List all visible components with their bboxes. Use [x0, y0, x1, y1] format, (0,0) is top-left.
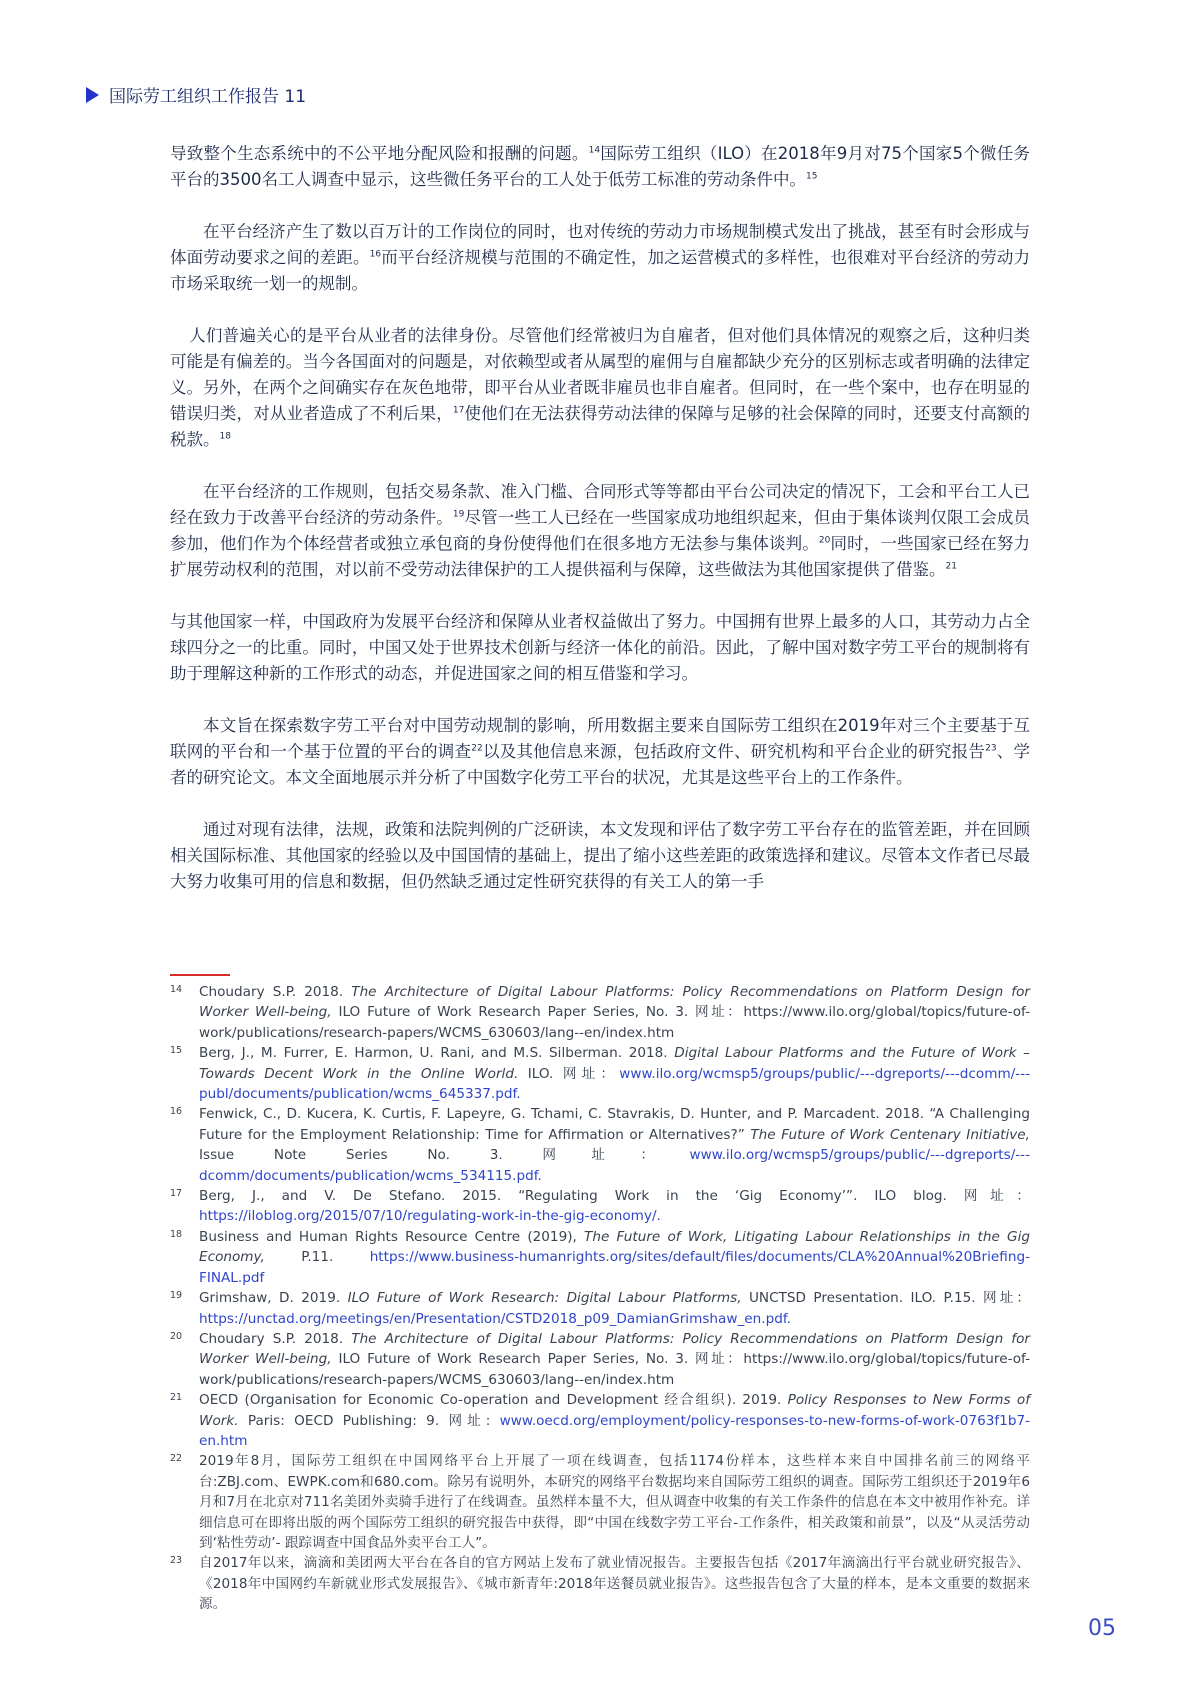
- footnote-14: 14 Choudary S.P. 2018. The Architecture of Digital Labour Platforms: Policy Recommendations on Platform Design for Worker Well-being, ILO Future of Work Research Paper Series, No. 3. 网址：https://www.ilo.org/global/topics/future-of-work/publications/research-papers/WCMS_630603/lang--en/index.htm: [170, 984, 1030, 1041]
- paragraph-5: 与其他国家一样，中国政府为发展平台经济和保障从业者权益做出了努力。中国拥有世界上最多的人口，其劳动力占全球四分之一的比重。同时，中国又处于世界技术创新与经济一体化的前沿。因此，了解中国对数字劳工平台的规制将有助于理解这种新的工作形式的动态，并促进国家之间的相互借鉴和学习。: [170, 612, 1030, 683]
- footnote-link[interactable]: www.ilo.org/wcmsp5/groups/public/---dgreports/---dcomm/documents/publication/wcms_534115.pdf.: [199, 1147, 1030, 1184]
- paragraph-6: 本文旨在探索数字劳工平台对中国劳动规制的影响，所用数据主要来自国际劳工组织在2019年对三个主要基于互联网的平台和一个基于位置的平台的调查$^{22}$以及其他信息来源，包括政府文件、研究机构和平台企业的研究报告$^{23}$、学者的研究论文。本文全面地展示并分析了中国数字化劳工平台的状况，尤其是这些平台上的工作条件。: [170, 716, 1031, 787]
- main-body: [170, 141, 1030, 921]
- paragraph-7: 通过对现有法律，法规，政策和法院判例的广泛研读，本文发现和评估了数字劳工平台存在的监管差距，并在回顾相关国际标准、其他国家的经验以及中国国情的基础上，提出了缩小这些差距的政策选择和建议。尽管本文作者已尽最大努力收集可用的信息和数据，但仍然缺乏通过定性研究获得的有关工人的第一手: [170, 820, 1030, 891]
- footnote-22: 22 2019年8月，国际劳工组织在中国网络平台上开展了一项在线调查，包括1174份样本，这些样本来自中国排名前三的网络平台:ZBJ.com、EWPK.com和680.com。除另有说明外，本研究的网络平台数据均来自国际劳工组织的调查。国际劳工组织还于2019年6月和7月在北京对711名美团外卖骑手进行了在线调查。虽然样本量不大，但从调查中收集的有关工作条件的信息在本文中被用作补充。详细信息可在即将出版的两个国际劳工组织的研究报告中获得，即“中国在线数字劳工平台-工作条件，相关政策和前景”，以及“从灵活劳动到‘粘性劳动’- 跟踪调查中国食品外卖平台工人”。: [170, 1453, 1030, 1551]
- header-title: 国际劳工组织工作报告 11: [109, 87, 307, 107]
- page-number: 05: [1088, 1616, 1116, 1641]
- footnote-20: 20 Choudary S.P. 2018. The Architecture of Digital Labour Platforms: Policy Recommendations on Platform Design for Worker Well-being, ILO Future of Work Research Paper Series, No. 3. 网址：https://www.ilo.org/global/topics/future-of-work/publications/research-papers/WCMS_630603/lang--en/index.htm: [170, 1330, 1030, 1388]
- paragraph-1: 导致整个生态系统中的不公平地分配风险和报酬的问题。$^{14}$国际劳工组织（ILO）在2018年9月对75个国家5个微任务平台的3500名工人调查中显示，这些微任务平台的工人处于低劳工标准的劳动条件中。$^{15}$: [170, 144, 1030, 189]
- running-header: [86, 82, 306, 107]
- footnote-23: 23 自2017年以来，滴滴和美团两大平台在各自的官方网站上发布了就业情况报告。主要报告包括《2017年滴滴出行平台就业研究报告》、《2018年中国网约车新就业形式发展报告》、《城市新青年:2018年送餐员就业报告》。这些报告包含了大量的样本，是本文重要的数据来源。: [170, 1555, 1030, 1613]
- footnote-link[interactable]: www.oecd.org/employment/policy-responses-to-new-forms-of-work-0763f1b7-en.htm: [199, 1412, 1030, 1449]
- paragraph-2: 在平台经济产生了数以百万计的工作岗位的同时，也对传统的劳动力市场规制模式发出了挑战，甚至有时会形成与体面劳动要求之间的差距。$^{16}$而平台经济规模与范围的不确定性，加之运营模式的多样性，也很难对平台经济的劳动力市场采取统一划一的规制。: [170, 222, 1031, 293]
- footnote-16: 16 Fenwick, C., D. Kucera, K. Curtis, F. Lapeyre, G. Tchami, C. Stavrakis, D. Hunter, and P. Marcadent. 2018. “A Challenging Future for the Employment Relationship: Time for Affirmation or Alternatives?” The Future of Work Centenary Initiative, Issue Note Series No. 3. 网址：www.ilo.org/wcmsp5/groups/public/---dgreports/---dcomm/documents/publication/wcms_534115.pdf.: [170, 1106, 1030, 1184]
- footnote-link[interactable]: https://unctad.org/meetings/en/Presentation/CSTD2018_p09_DamianGrimshaw_en.pdf.: [199, 1310, 791, 1327]
- footnote-link[interactable]: https://www.business-humanrights.org/sites/default/files/documents/CLA%20Annual%20Briefing-FINAL.pdf: [199, 1249, 1030, 1286]
- footnote-separator: [170, 974, 230, 976]
- paragraph-3: 人们普遍关心的是平台从业者的法律身份。尽管他们经常被归为自雇者，但对他们具体情况的观察之后，这种归类可能是有偏差的。当今各国面对的问题是，对依赖型或者从属型的雇佣与自雇都缺少充分的区别标志或者明确的法律定义。另外，在两个之间确实存在灰色地带，即平台从业者既非雇员也非自雇者。但同时，在一些个案中，也存在明显的错误归类，对从业者造成了不利后果，$^{17}$使他们在无法获得劳动法律的保障与足够的社会保障的同时，还要支付高额的税款。$^{18}$: [170, 326, 1031, 449]
- footnote-15: 15 Berg, J., M. Furrer, E. Harmon, U. Rani, and M.S. Silberman. 2018. Digital Labour Platforms and the Future of Work – Towards Decent Work in the Online World. ILO. 网址：www.ilo.org/wcmsp5/groups/public/---dgreports/---dcomm/---publ/documents/publication/wcms_645337.pdf.: [170, 1045, 1030, 1103]
- footnote-18: 18 Business and Human Rights Resource Centre (2019), The Future of Work, Litigating Labour Relationships in the Gig Economy, P.11. https://www.business-humanrights.org/sites/default/files/documents/CLA%20Annual%20Briefing-FINAL.pdf: [170, 1228, 1030, 1286]
- footnotes: [170, 982, 1030, 1615]
- paragraph-4: 在平台经济的工作规则，包括交易条款、准入门槛、合同形式等等都由平台公司决定的情况下，工会和平台工人已经在致力于改善平台经济的劳动条件。$^{19}$尽管一些工人已经在一些国家成功地组织起来，但由于集体谈判仅限工会成员参加，他们作为个体经营者或独立承包商的身份使得他们在很多地方无法参与集体谈判。$^{20}$同时，一些国家已经在努力扩展劳动权利的范围，对以前不受劳动法律保护的工人提供福利与保障，这些做法为其他国家提供了借鉴。$^{21}$: [170, 482, 1031, 579]
- footnote-19: 19 Grimshaw, D. 2019. ILO Future of Work Research: Digital Labour Platforms, UNCTSD Presentation. ILO. P.15. 网址：https://unctad.org/meetings/en/Presentation/CSTD2018_p09_DamianGrimshaw_en.pdf.: [170, 1290, 1030, 1327]
- triangle-bullet-icon: [86, 87, 99, 103]
- footnote-21: 21 OECD (Organisation for Economic Co-operation and Development 经合组织). 2019. Policy Responses to New Forms of Work. Paris: OECD Publishing: 9. 网址: www.oecd.org/employment/policy-responses-to-new-forms-of-work-0763f1b7-en.htm: [170, 1392, 1030, 1449]
- footnote-link[interactable]: www.ilo.org/wcmsp5/groups/public/---dgreports/---dcomm/---publ/documents/publication/wcms_645337.pdf.: [199, 1065, 1030, 1103]
- footnote-17: 17 Berg, J., and V. De Stefano. 2015. “Regulating Work in the ‘Gig Economy’”. ILO blog. 网址：https://iloblog.org/2015/07/10/regulating-work-in-the-gig-economy/.: [170, 1188, 1030, 1225]
- footnote-link[interactable]: https://iloblog.org/2015/07/10/regulating-work-in-the-gig-economy/.: [199, 1208, 661, 1225]
